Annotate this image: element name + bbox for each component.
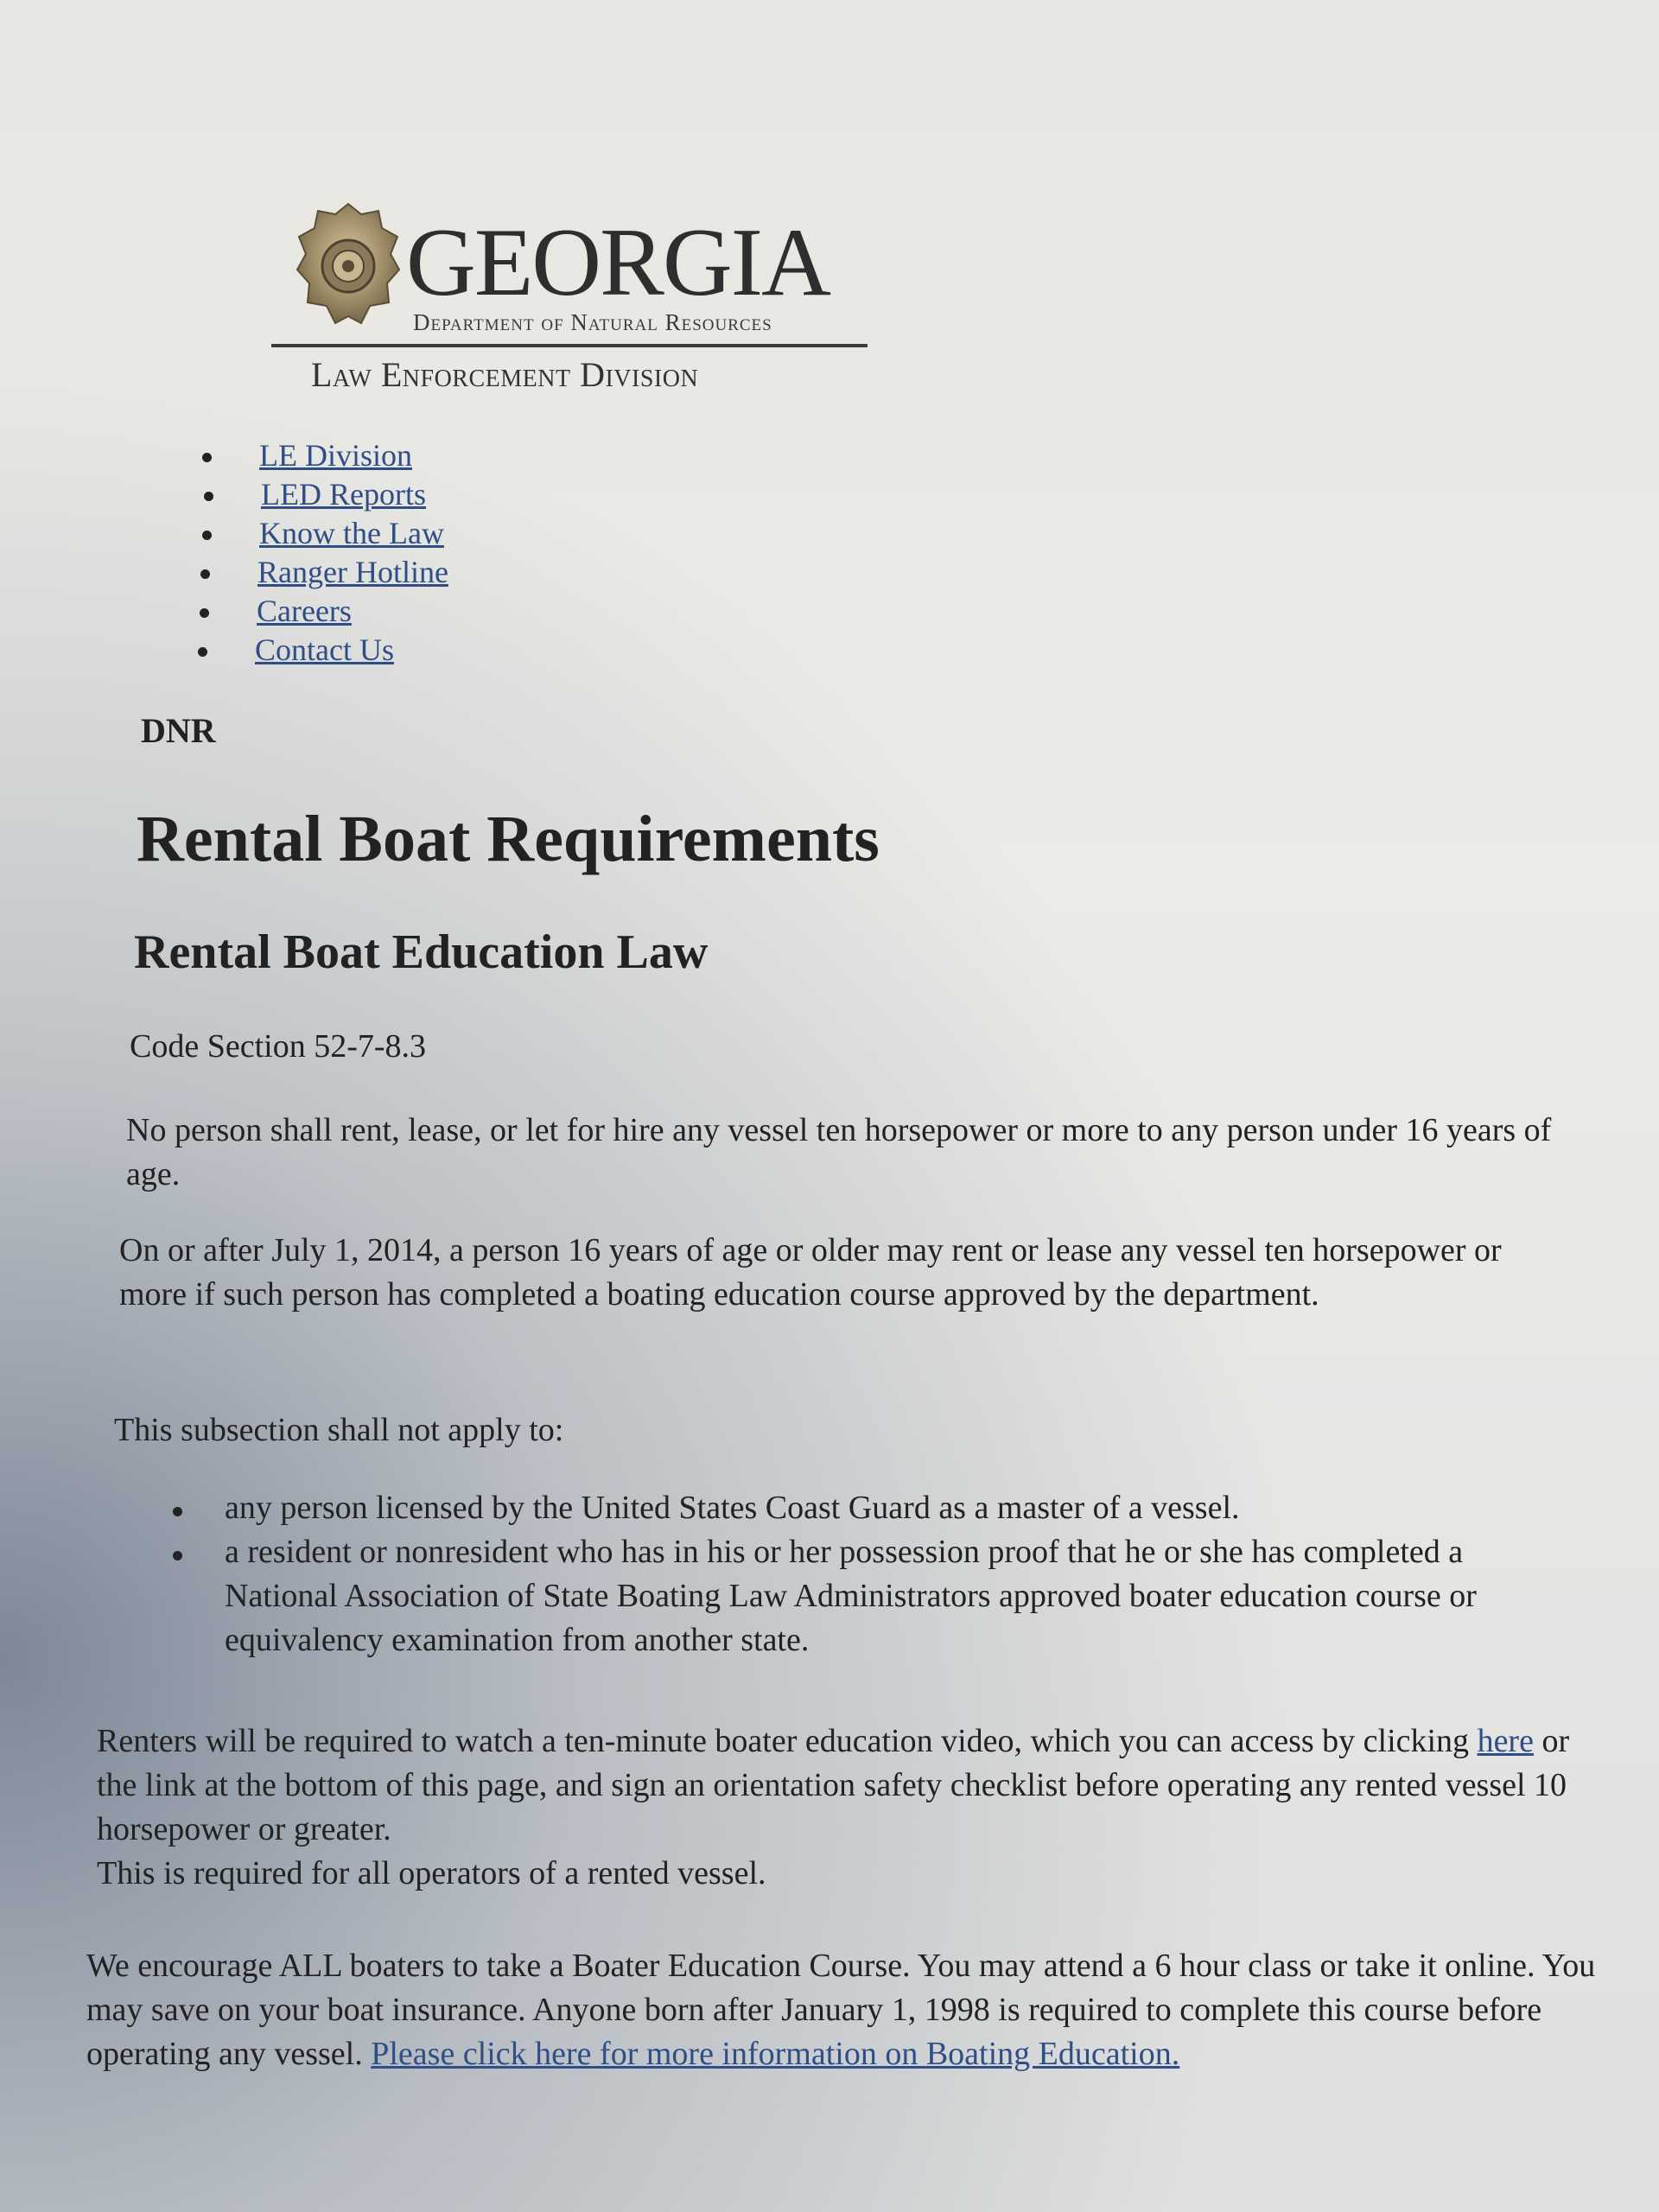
nav-link-careers[interactable]: Careers: [257, 594, 352, 628]
georgia-dnr-logo: [268, 190, 873, 397]
paragraph-age-rule: No person shall rent, lease, or let for hire any vessel ten horsepower or more to any person under 16 years of age.: [126, 1112, 1552, 1192]
video-text-before-link: Renters will be required to watch a ten-minute boater education video, which you can access by clicking: [97, 1723, 1478, 1759]
nav-item-contact-us: [194, 631, 394, 670]
paragraph-education-rule: On or after July 1, 2014, a person 16 years of age or older may rent or lease any vessel ten horsepower or more if such person has completed a boating education course approved by the department.: [119, 1232, 1502, 1313]
nav-item-careers: [196, 592, 352, 631]
bullet-icon: [173, 1507, 182, 1516]
nav-item-ranger-hotline: [197, 553, 448, 592]
exception-text: any person licensed by the United States Coast Guard as a master of a vessel.: [225, 1490, 1240, 1526]
nav-link-contact-us[interactable]: Contact Us: [255, 632, 394, 667]
video-text-after-link: or the link at the bottom of this page, and sign an orientation safety checklist before operating any rented vessel 10 horsepower or greater.: [97, 1723, 1570, 1847]
bullet-icon: [202, 531, 212, 540]
nav-item-know-the-law: [199, 514, 444, 553]
page-title: Rental Boat Requirements: [137, 803, 880, 875]
video-here-link[interactable]: here: [1477, 1723, 1534, 1759]
nav-link-know-the-law[interactable]: Know the Law: [259, 516, 444, 550]
logo-brand-text: GEORGIA: [406, 209, 830, 316]
paragraph-boater-education: [86, 1944, 1624, 2076]
boating-education-link[interactable]: Please click here for more information on Boating Education.: [371, 2036, 1180, 2072]
logo-divider: [271, 344, 868, 347]
list-item: [160, 1530, 1577, 1662]
nav-list: [199, 436, 448, 670]
nav-item-le-division: [199, 436, 412, 475]
list-item: [160, 1486, 1577, 1530]
logo-division-text: Law Enforcement Division: [311, 355, 699, 394]
nav-link-led-reports[interactable]: LED Reports: [261, 477, 426, 512]
section-label: DNR: [141, 711, 216, 750]
paragraph-exceptions-intro: This subsection shall not apply to:: [114, 1412, 564, 1448]
boater-education-text: We encourage ALL boaters to take a Boater Education Course. You may attend a 6 hour class or take it online. You may save on your boat insurance. Anyone born after January 1, 1998 is required to complete this course before operating any vessel.: [86, 1948, 1596, 2072]
logo-department-text: Department of Natural Resources: [413, 309, 772, 335]
bullet-icon: [173, 1551, 182, 1560]
bullet-icon: [198, 647, 207, 657]
code-section-text: Code Section 52-7-8.3: [130, 1028, 427, 1065]
bullet-icon: [202, 453, 212, 462]
exceptions-list: [160, 1486, 1577, 1662]
page-subtitle: Rental Boat Education Law: [134, 925, 709, 979]
bullet-icon: [200, 608, 209, 618]
badge-icon: [292, 200, 404, 339]
bullet-icon: [200, 569, 210, 579]
nav-link-ranger-hotline[interactable]: Ranger Hotline: [257, 555, 448, 589]
video-requirement-note: This is required for all operators of a rented vessel.: [97, 1855, 766, 1891]
bullet-icon: [204, 492, 213, 501]
nav-link-le-division[interactable]: LE Division: [259, 438, 412, 473]
exception-text: a resident or nonresident who has in his or her possession proof that he or she has completed a National Association of State Boating Law Administrators approved boater education course or equivalency examination from another state.: [225, 1534, 1477, 1658]
paragraph-video-requirement: [97, 1719, 1618, 1896]
